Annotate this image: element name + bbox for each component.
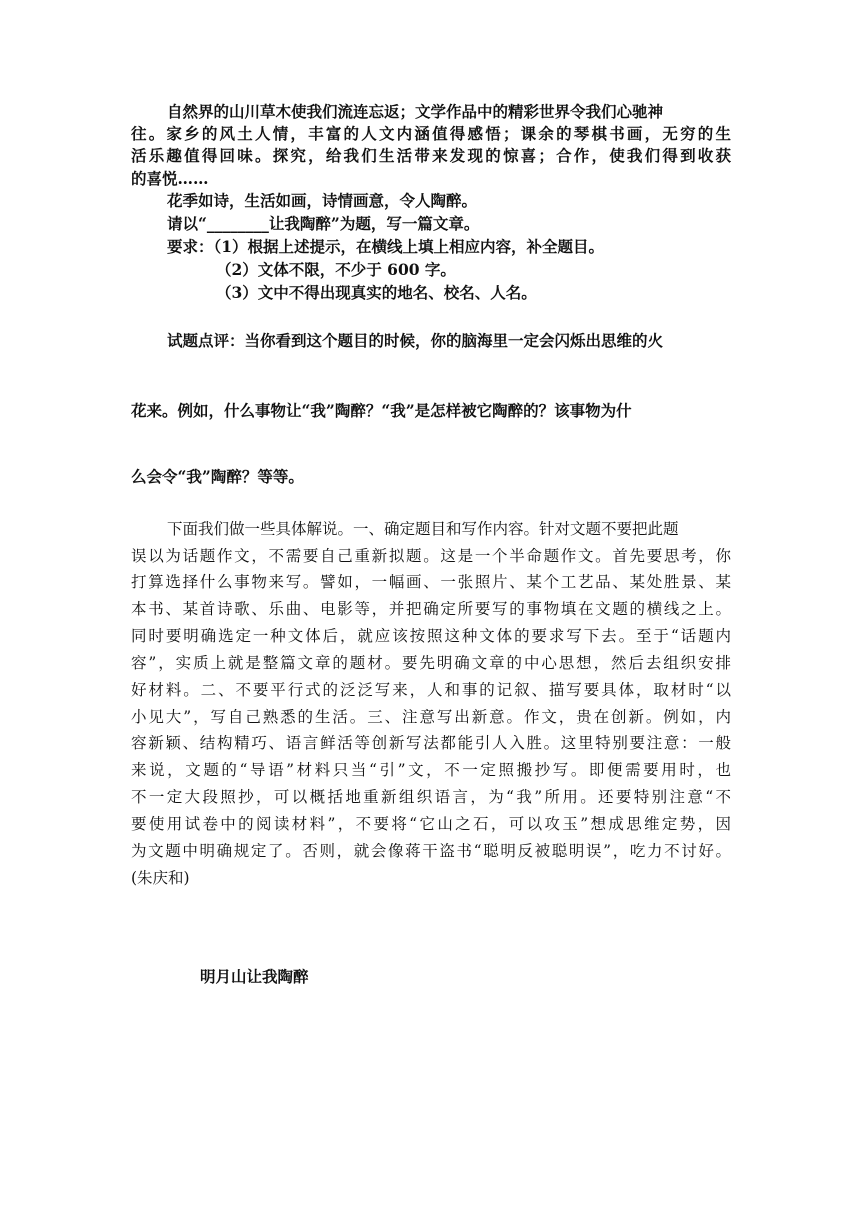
analysis-line-4: 本书、某首诗歌、乐曲、电影等，并把确定所要写的事物填在文题的横线之上。 — [131, 600, 731, 618]
task-line: 请以“________让我陶醉”为题，写一篇文章。 — [167, 214, 480, 233]
analysis-line-13: 为文题中明确规定了。否则，就会像蒋干盗书“聪明反被聪明误”，吃力不讨好。 — [131, 842, 731, 860]
essay-title: 明月山让我陶醉 — [200, 967, 309, 986]
comment-line-3: 么会令“我”陶醉？等等。 — [131, 467, 304, 486]
analysis-line-8: 小见大”，写自己熟悉的生活。三、注意写出新意。作文，贵在创新。例如，内 — [131, 708, 731, 726]
comment-line-2: 花来。例如，什么事物让“我”陶醉？“我”是怎样被它陶醉的？该事物为什 — [131, 401, 632, 420]
analysis-line-5: 同时要明确选定一种文体后，就应该按照这种文体的要求写下去。至于“话题内 — [131, 627, 731, 645]
analysis-line-11: 不一定大段照抄，可以概括地重新组织语言，为“我”所用。还要特别注意“不 — [131, 788, 731, 806]
requirement-3: （3）文中不得出现真实的地名、校名、人名。 — [216, 283, 537, 302]
comment-line-1: 试题点评：当你看到这个题目的时候，你的脑海里一定会闪烁出思维的火 — [167, 331, 664, 350]
analysis-line-6: 容”，实质上就是整篇文章的题材。要先明确文章的中心思想，然后去组织安排 — [131, 654, 731, 672]
analysis-line-10: 来说，文题的“导语”材料只当“引”文，不一定照搬抄写。即便需要用时，也 — [131, 761, 731, 779]
intro-line-1: 自然界的山川草木使我们流连忘返；文学作品中的精彩世界令我们心驰神 — [167, 102, 664, 121]
intro-line-2: 往。家乡的风土人情，丰富的人文内涵值得感悟；课余的琴棋书画，无穷的生 — [131, 124, 731, 143]
intro-line-4: 的喜悦…… — [131, 169, 209, 188]
analysis-line-1: 下面我们做一些具体解说。一、确定题目和写作内容。针对文题不要把此题 — [167, 520, 679, 538]
analysis-line-9: 容新颖、结构精巧、语言鲜活等创新写法都能引人入胜。这里特别要注意：一般 — [131, 734, 731, 752]
poem-line: 花季如诗，生活如画，诗情画意，令人陶醉。 — [167, 191, 478, 210]
requirement-2: （2）文体不限，不少于 600 字。 — [216, 260, 456, 279]
analysis-line-3: 打算选择什么事物来写。譬如，一幅画、一张照片、某个工艺品、某处胜景、某 — [131, 573, 731, 591]
analysis-line-2: 误以为话题作文，不需要自己重新拟题。这是一个半命题作文。首先要思考，你 — [131, 547, 731, 565]
analysis-line-12: 要使用试卷中的阅读材料”，不要将“它山之石，可以攻玉”想成思维定势，因 — [131, 815, 731, 833]
analysis-line-7: 好材料。二、不要平行式的泛泛写来，人和事的记叙、描写要具体，取材时“以 — [131, 681, 731, 699]
intro-line-3: 活乐趣值得回味。探究，给我们生活带来发现的惊喜；合作，使我们得到收获 — [131, 146, 731, 165]
analysis-author: (朱庆和) — [131, 869, 190, 887]
requirement-1: 要求：（1）根据上述提示，在横线上填上相应内容，补全题目。 — [167, 237, 605, 256]
